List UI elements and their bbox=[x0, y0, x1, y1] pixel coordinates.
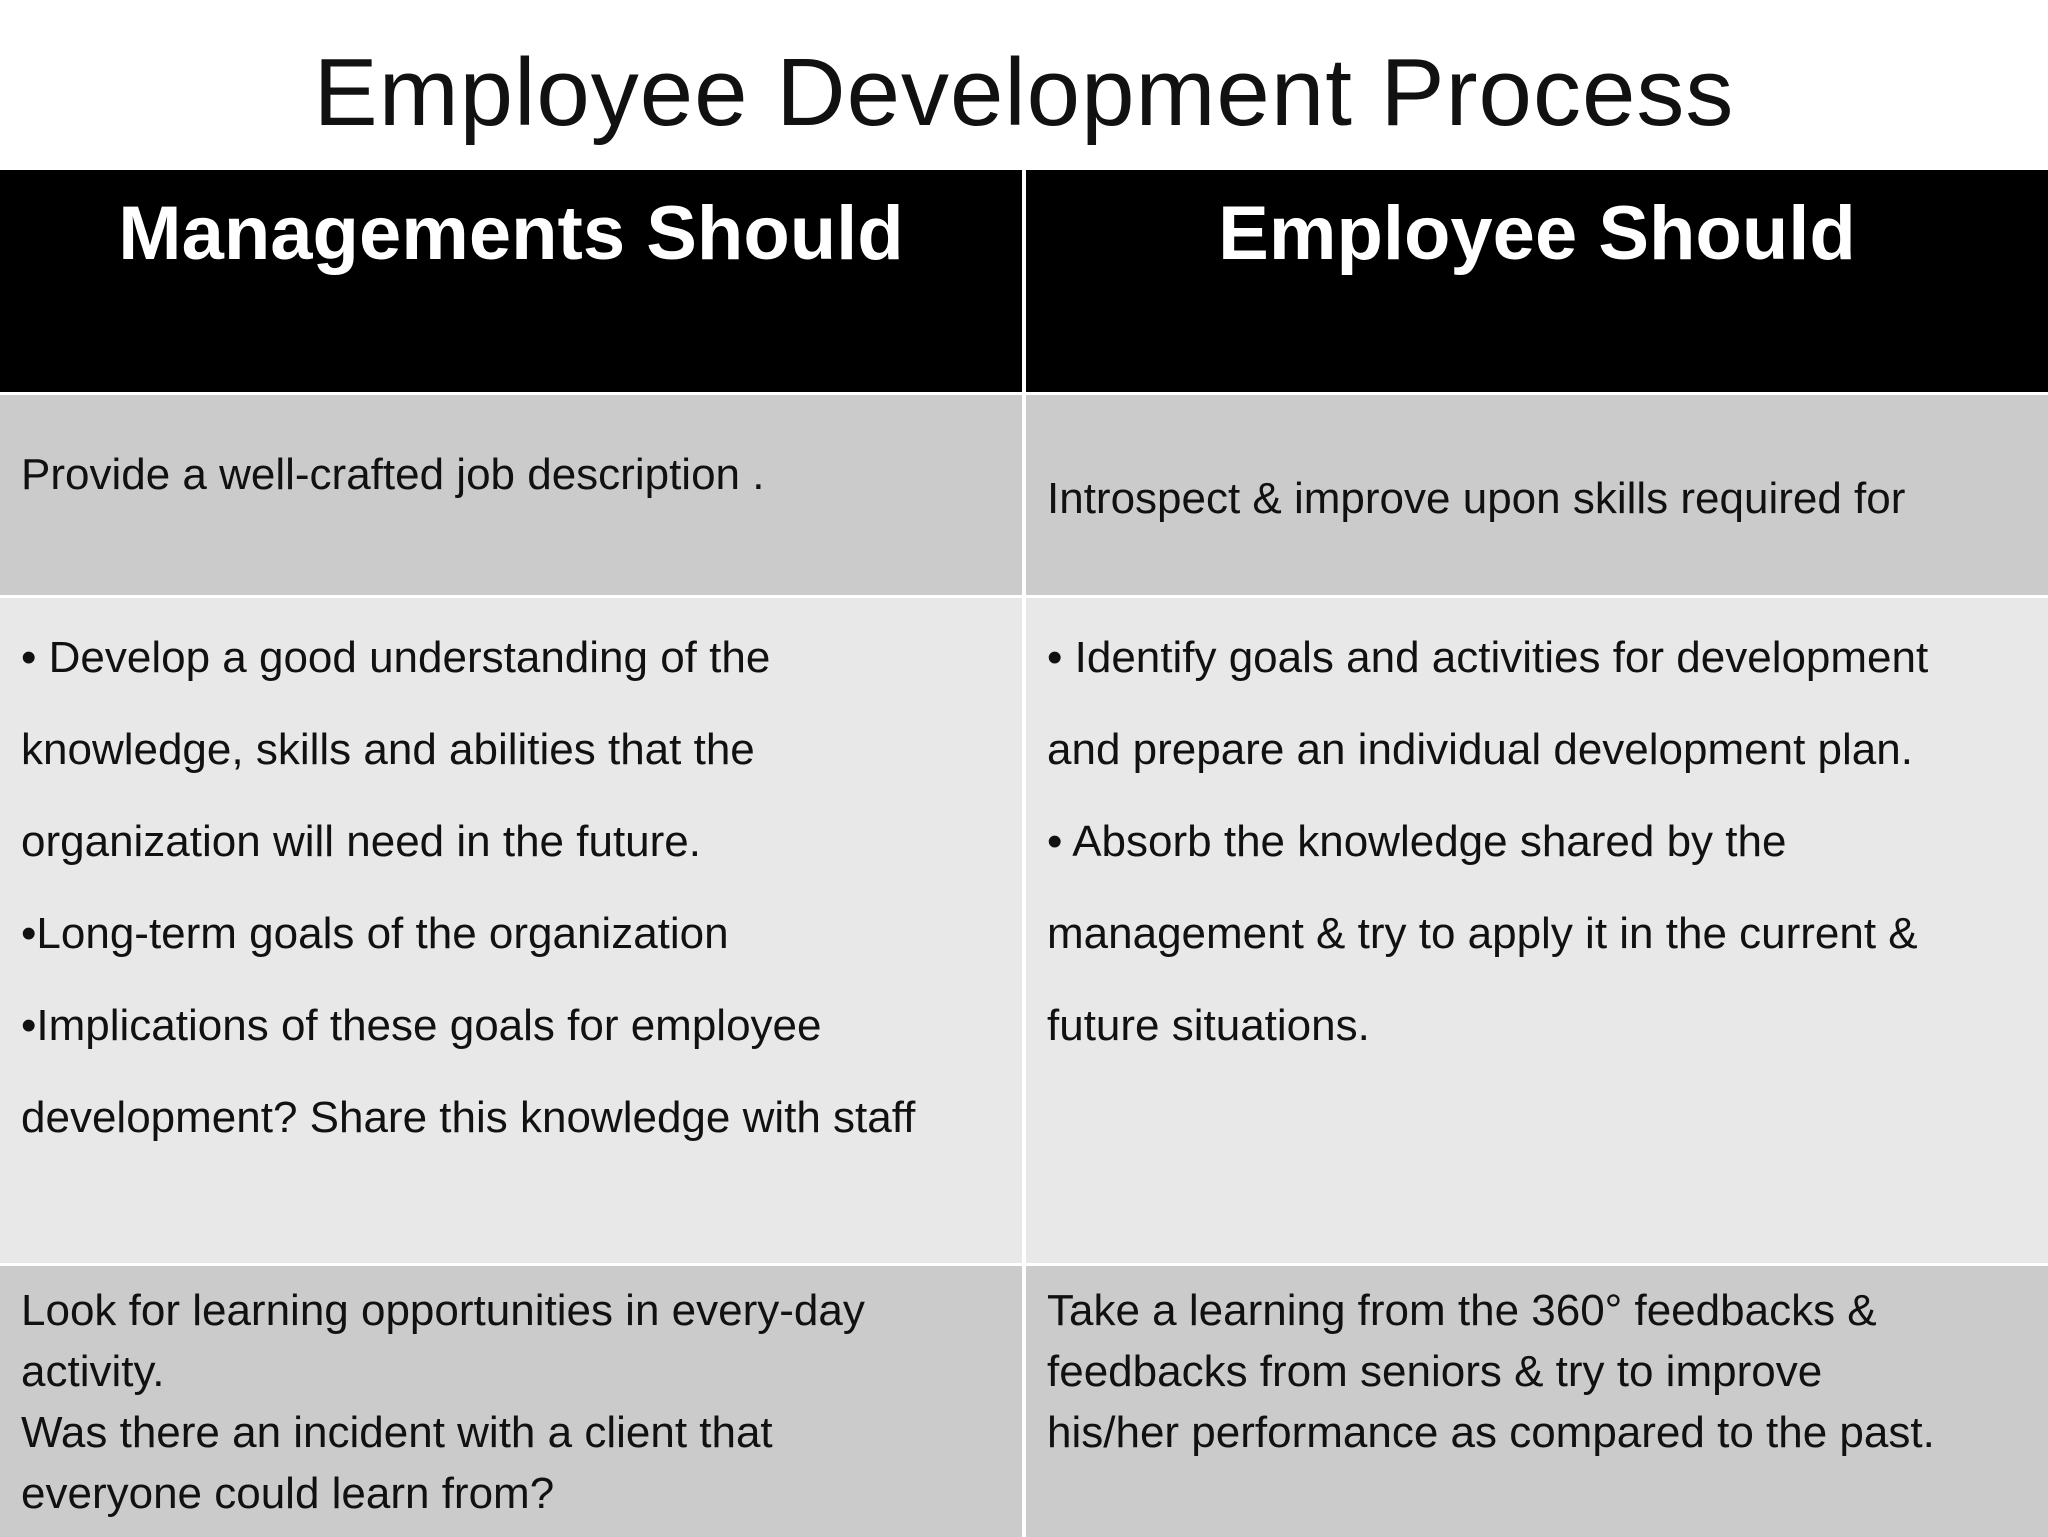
row2-employee-line: future situations. bbox=[1047, 1001, 1370, 1050]
row2-employee-line: management & try to apply it in the current & bbox=[1047, 909, 1918, 958]
row3-management-line: Look for learning opportunities in every-day bbox=[21, 1286, 865, 1335]
row2-management-line: •Long-term goals of the organization bbox=[21, 909, 729, 958]
row2-management-cell bbox=[0, 598, 1022, 1263]
row1-management-cell bbox=[0, 395, 1022, 595]
row3-management-line: activity. bbox=[21, 1347, 165, 1396]
row3-management-cell bbox=[0, 1266, 1022, 1537]
row3-employee-line: Take a learning from the 360° feedbacks & bbox=[1047, 1286, 1877, 1335]
row2-management-line: organization will need in the future. bbox=[21, 817, 701, 866]
row2-employee-cell bbox=[1026, 598, 2048, 1263]
row2-management-line: development? Share this knowledge with staff bbox=[21, 1093, 916, 1142]
row1-employee-cell bbox=[1026, 395, 2048, 595]
header-employee-should: Employee Should bbox=[1026, 170, 2048, 392]
row1-employee-line bbox=[1047, 589, 2030, 595]
row3-management-line: everyone could learn from? bbox=[21, 1469, 555, 1518]
header-managements-should: Managements Should bbox=[0, 170, 1022, 392]
row2-management-line: knowledge, skills and abilities that the bbox=[21, 725, 755, 774]
row1-management-line: Provide a well-crafted job description . bbox=[21, 450, 765, 499]
row3-employee-line: his/her performance as compared to the past. bbox=[1047, 1408, 1935, 1457]
development-table bbox=[0, 170, 2048, 1536]
row3-employee-cell bbox=[1026, 1266, 2048, 1537]
row2-management-line: • Develop a good understanding of the bbox=[21, 633, 771, 682]
row2-employee-line: and prepare an individual development plan. bbox=[1047, 725, 1913, 774]
row1-employee-line: Introspect & improve upon skills required for bbox=[1047, 474, 1906, 523]
row2-management-line: •Implications of these goals for employee bbox=[21, 1001, 822, 1050]
row2-employee-line: • Absorb the knowledge shared by the bbox=[1047, 817, 1787, 866]
page-title: Employee Development Process bbox=[313, 39, 1735, 146]
row3-management-line: Was there an incident with a client that bbox=[21, 1408, 773, 1457]
row3-employee-line: feedbacks from seniors & try to improve bbox=[1047, 1347, 1823, 1396]
row2-employee-line: • Identify goals and activities for development bbox=[1047, 633, 1929, 682]
